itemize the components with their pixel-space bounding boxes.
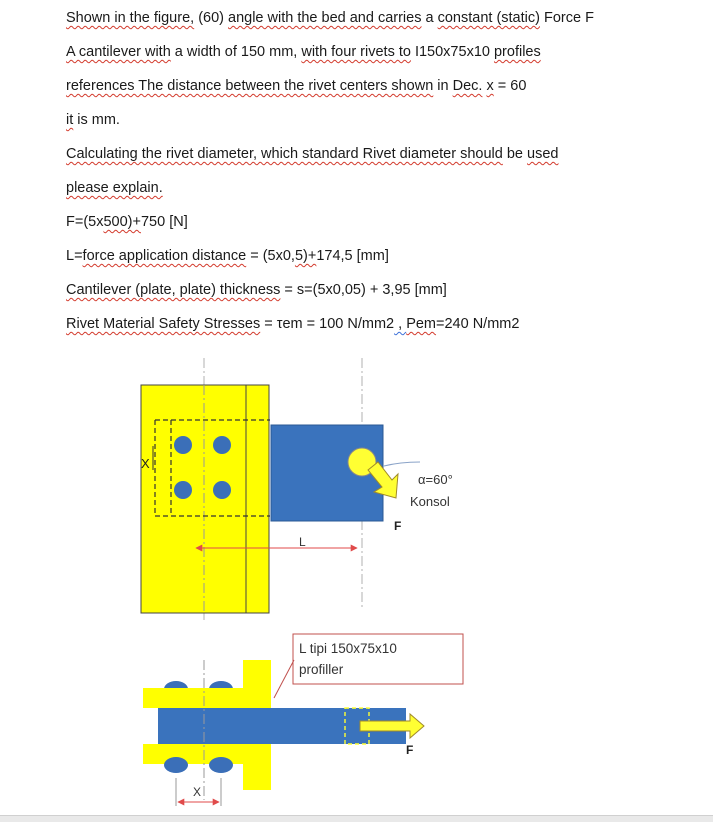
text-run: (60) xyxy=(194,10,229,26)
text-run: F=(5x xyxy=(66,214,104,230)
bed-plate xyxy=(141,385,269,613)
x-label-bottom: X xyxy=(193,785,202,799)
angle-arc xyxy=(384,462,420,466)
text-run: x xyxy=(486,78,494,94)
rivet-head xyxy=(164,757,188,773)
text-run: with four rivets to xyxy=(301,44,411,60)
text-run: Calculating the rivet diameter, which standard Rivet diameter should xyxy=(66,146,503,162)
text-run: Shown in the figure, xyxy=(66,10,195,26)
rivet xyxy=(174,481,192,499)
text-run: L= xyxy=(66,248,83,264)
text-run: 5)+ xyxy=(294,248,317,264)
text-run: 750 [N] xyxy=(140,214,188,230)
text-run: Rivet Material Safety Stresses xyxy=(66,316,261,332)
text-run: profiles xyxy=(493,44,541,60)
text-run: references The distance between the rivet centers shown xyxy=(66,78,434,94)
rivet xyxy=(174,436,192,454)
L-label: L xyxy=(299,535,306,549)
text-run: constant (static) xyxy=(437,10,540,26)
alpha-label: α=60° xyxy=(418,472,453,487)
text-run: is mm. xyxy=(73,112,120,128)
text-run: A cantilever with xyxy=(66,44,171,60)
text-run: force application distance xyxy=(82,248,247,264)
text-run: = s=(5x0,05) + 3,95 [mm] xyxy=(280,282,447,298)
rivet xyxy=(213,481,231,499)
rivet xyxy=(213,436,231,454)
text-run: a width of 150 mm, xyxy=(170,44,302,60)
text-run: Cantilever (plate, plate) thickness xyxy=(66,282,281,298)
force-label-top: F xyxy=(394,519,402,533)
text-run: Dec. xyxy=(452,78,483,94)
text-run: in xyxy=(433,78,453,94)
text-run: = τem = 100 N/mm2 xyxy=(260,316,395,332)
text-run: it xyxy=(66,112,74,128)
text-run: =240 N/mm2 xyxy=(436,316,520,332)
callout-pointer xyxy=(274,660,294,698)
text-run: 500)+ xyxy=(103,214,141,230)
text-run: 174,5 [mm] xyxy=(316,248,389,264)
text-run: used xyxy=(527,146,559,162)
text-run: Force F xyxy=(539,10,594,26)
text-run: angle with the bed and carries xyxy=(228,10,422,26)
text-run: be xyxy=(502,146,528,162)
text-run: = (5x0, xyxy=(246,248,295,264)
text-run: Pem xyxy=(406,316,437,332)
profile-flange xyxy=(143,744,271,764)
callout-line-2: profiller xyxy=(299,662,344,677)
text-run: I150x75x10 xyxy=(410,44,494,60)
konsol-label: Konsol xyxy=(410,494,450,509)
window-bottom-bar xyxy=(0,815,713,822)
text-run: , xyxy=(394,316,407,332)
force-label-bottom: F xyxy=(406,743,414,757)
rivet-head xyxy=(209,757,233,773)
text-run: a xyxy=(421,10,438,26)
text-run: please explain. xyxy=(66,180,163,196)
text-run: = 60 xyxy=(493,78,527,94)
callout-line-1: L tipi 150x75x10 xyxy=(299,641,397,656)
x-label-top: X xyxy=(141,456,150,471)
